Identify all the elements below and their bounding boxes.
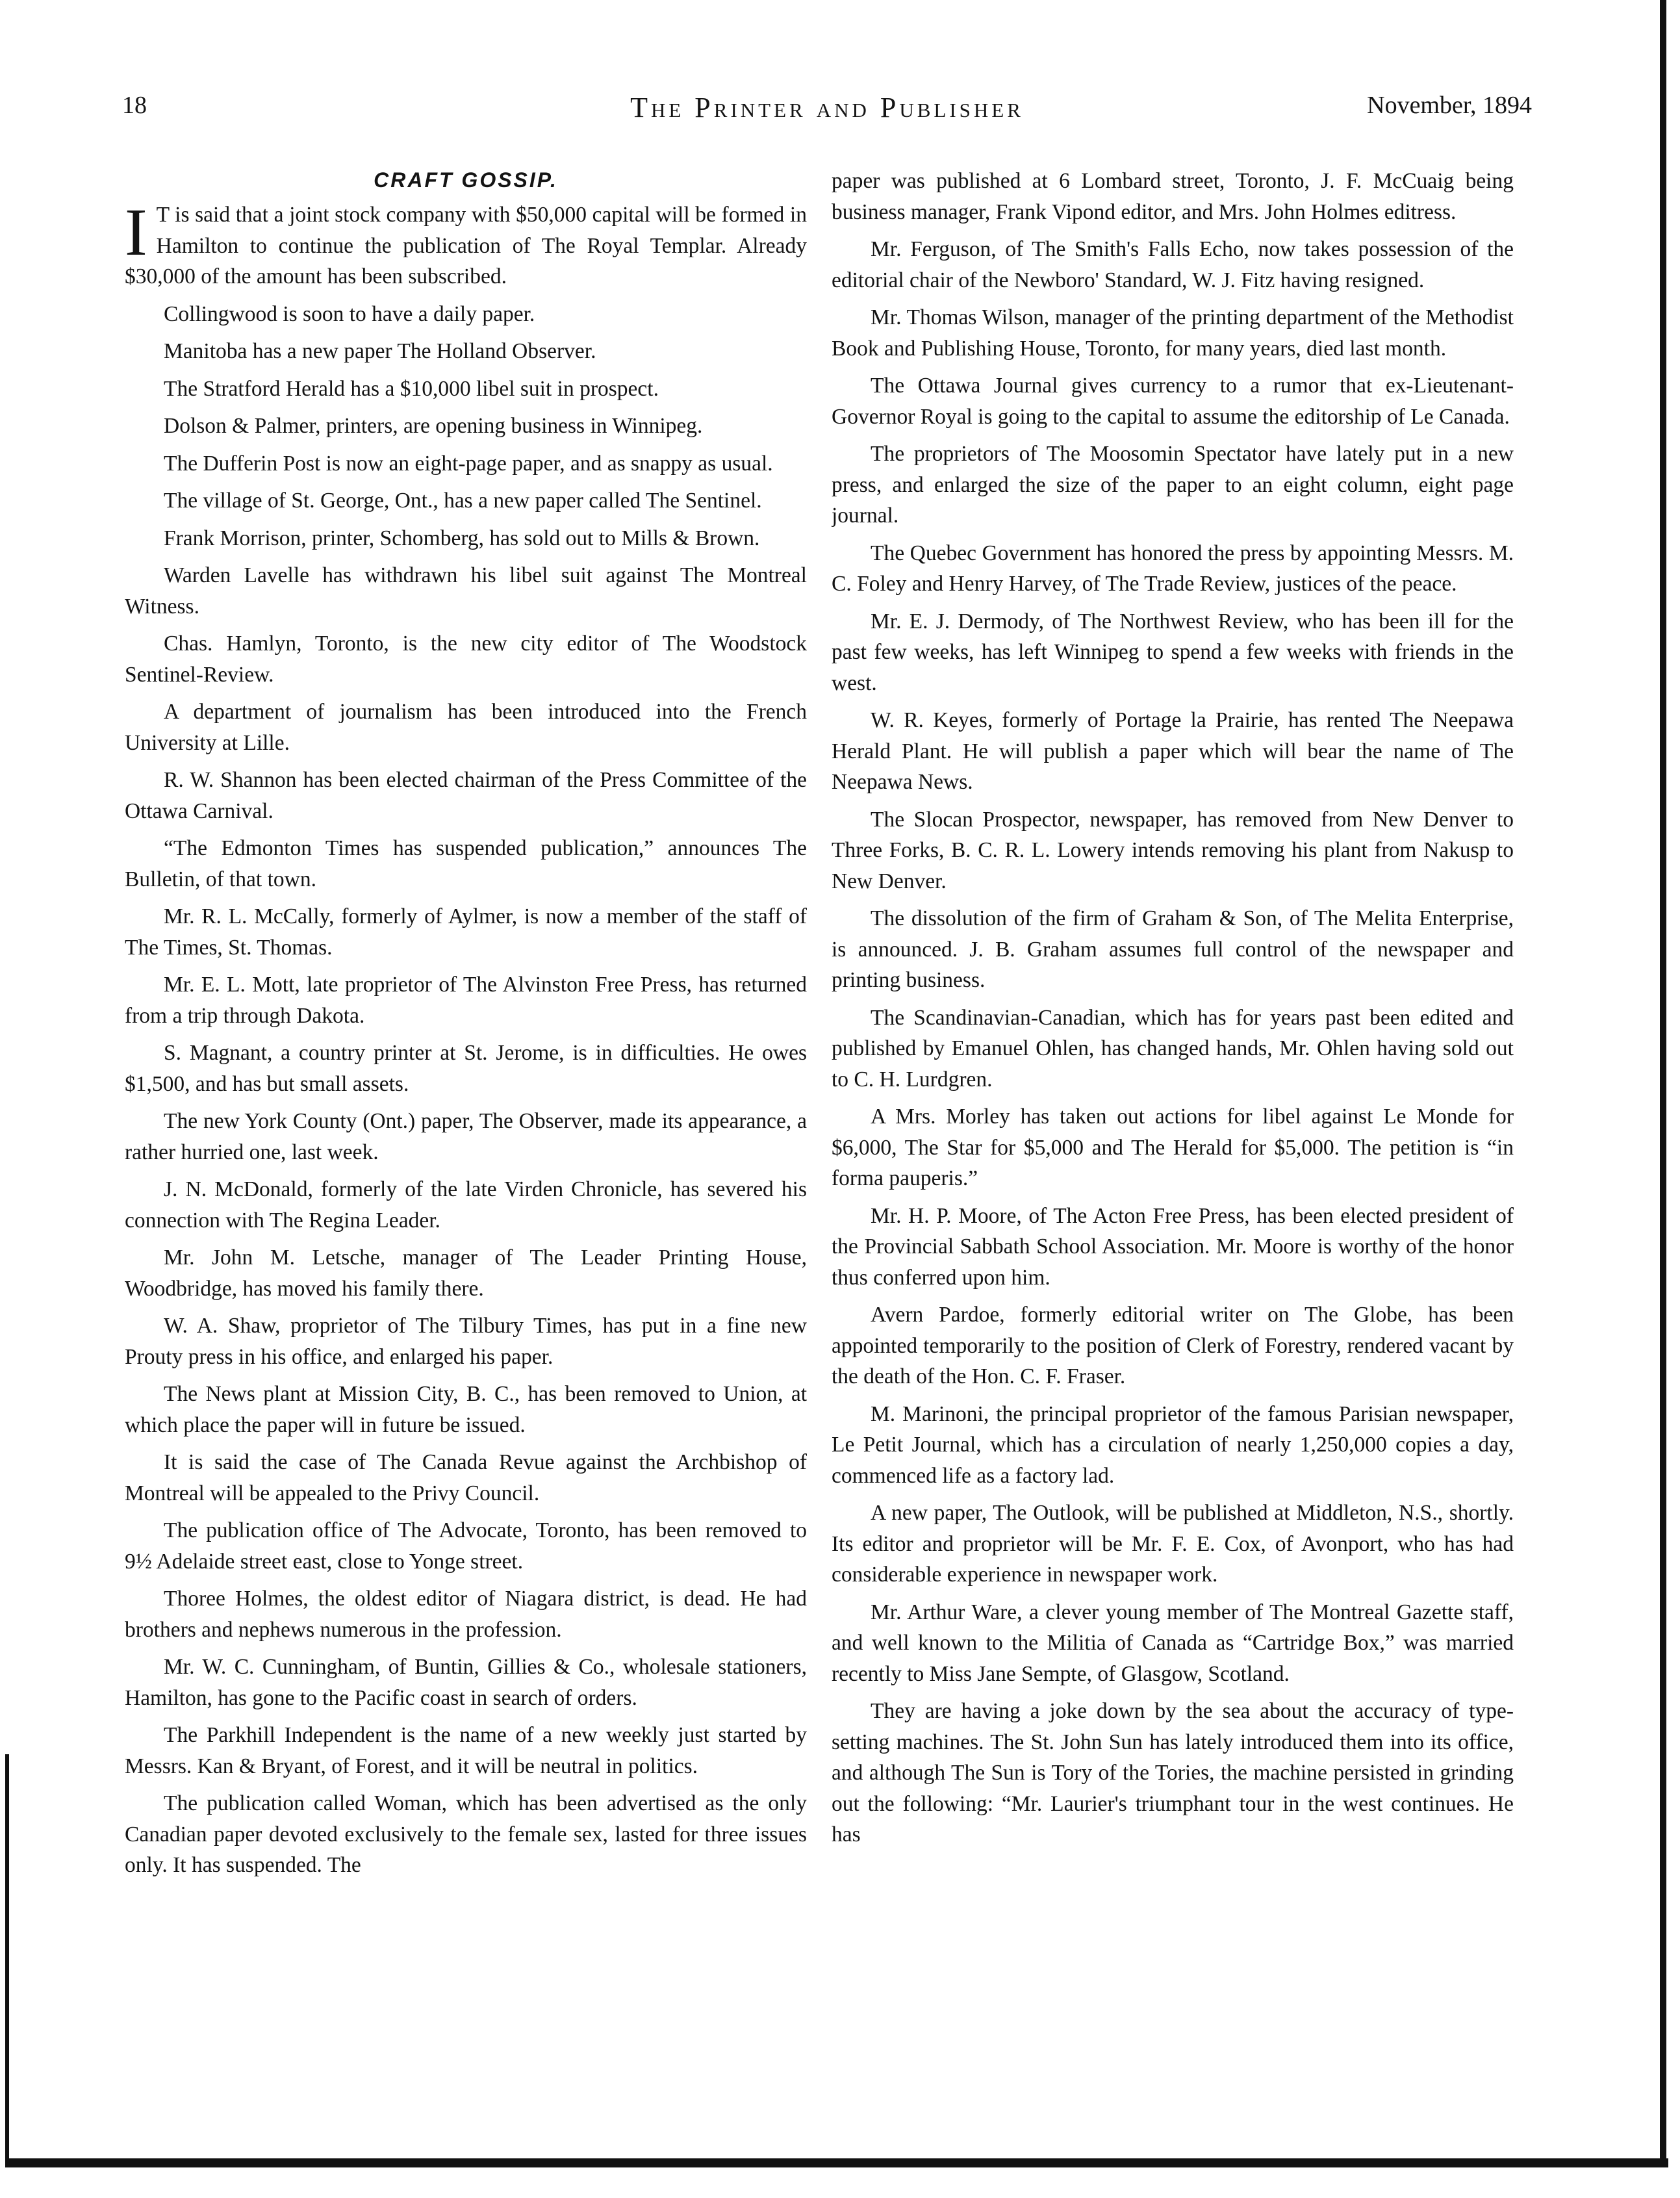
news-item: “The Edmonton Times has suspended publication,” announces The Bulletin, of that town. xyxy=(125,836,807,891)
drop-cap: I xyxy=(125,195,147,270)
news-item: Mr. John M. Letsche, manager of The Leader Printing House, Woodbridge, has moved his family there. xyxy=(125,1246,807,1301)
section-title: CRAFT GOSSIP. xyxy=(374,168,558,192)
running-head xyxy=(122,91,1532,130)
news-item: They are having a joke down by the sea about the accuracy of type-setting machines. The St. John Sun has lately introduced them into its office, and although The Sun is Tory of the Tories, the machine persisted in grinding out the following: “Mr. Laurier's triumphant tour in the west continues. He has xyxy=(832,1699,1514,1847)
news-item: The new York County (Ont.) paper, The Observer, made its appearance, a rather hurried one, last week. xyxy=(125,1109,807,1164)
page-edge-left xyxy=(5,1754,9,2164)
news-item: W. R. Keyes, formerly of Portage la Prairie, has rented The Neepawa Herald Plant. He will publish a paper which will bear the name of The Neepawa News. xyxy=(832,708,1514,794)
news-item: Dolson & Palmer, printers, are opening business in Winnipeg. xyxy=(164,414,703,438)
news-item: The Slocan Prospector, newspaper, has removed from New Denver to Three Forks, B. C. R. L. Lowery intends removing his plant from Nakusp to New Denver. xyxy=(832,807,1514,893)
news-item: J. N. McDonald, formerly of the late Virden Chronicle, has severed his connection with The Regina Leader. xyxy=(125,1177,807,1233)
news-item: A Mrs. Morley has taken out actions for libel against Le Monde for $6,000, The Star for $5,000 and The Herald for $5,000. The petition is “in forma pauperis.” xyxy=(832,1105,1514,1190)
news-item: S. Magnant, a country printer at St. Jerome, is in difficulties. He owes $1,500, and has but small assets. xyxy=(125,1041,807,1096)
news-item: Mr. Thomas Wilson, manager of the printing department of the Methodist Book and Publishing House, Toronto, for many years, died last month. xyxy=(832,305,1514,361)
news-item: It is said the case of The Canada Revue against the Archbishop of Montreal will be appealed to the Privy Council. xyxy=(125,1450,807,1505)
news-item: The Quebec Government has honored the press by appointing Messrs. M. C. Foley and Henry Harvey, of The Trade Review, justices of the peace. xyxy=(832,541,1514,596)
continued-paragraph: paper was published at 6 Lombard street, Toronto, J. F. McCuaig being business manager, Frank Vipond editor, and Mrs. John Holmes editress. xyxy=(832,169,1514,224)
news-item: Mr. Ferguson, of The Smith's Falls Echo, now takes possession of the editorial chair of the Newboro' Standard, W. J. Fitz having resigned. xyxy=(832,237,1514,292)
news-item: The village of St. George, Ont., has a new paper called The Sentinel. xyxy=(164,489,762,513)
news-item: Mr. R. L. McCally, formerly of Aylmer, is now a member of the staff of The Times, St. Thomas. xyxy=(125,904,807,960)
news-item: The Parkhill Independent is the name of a new weekly just started by Messrs. Kan & Bryant, of Forest, and it will be neutral in politics. xyxy=(125,1723,807,1778)
left-column xyxy=(125,166,807,2069)
news-item: The dissolution of the firm of Graham & Son, of The Melita Enterprise, is announced. J. B. Graham assumes full control of the newspaper and printing business. xyxy=(832,906,1514,992)
news-item: Thoree Holmes, the oldest editor of Niagara district, is dead. He had brothers and nephews numerous in the profession. xyxy=(125,1587,807,1642)
page-edge-right xyxy=(1660,0,1666,2164)
page-number: 18 xyxy=(122,92,147,119)
news-item: Mr. Arthur Ware, a clever young member of The Montreal Gazette staff, and well known to the Militia of Canada as “Cartridge Box,” was married recently to Miss Jane Sempte, of Glasgow, Scotland. xyxy=(832,1600,1514,1686)
news-item: Collingwood is soon to have a daily paper. xyxy=(164,301,535,326)
journal-title: The Printer and Publisher xyxy=(630,92,1024,123)
news-item: M. Marinoni, the principal proprietor of the famous Parisian newspaper, Le Petit Journal, which has a circulation of nearly 1,250,000 copies a day, commenced life as a factory lad. xyxy=(832,1401,1514,1488)
news-item: W. A. Shaw, proprietor of The Tilbury Times, has put in a fine new Prouty press in his office, and enlarged his paper. xyxy=(125,1314,807,1369)
news-item: Mr. E. L. Mott, late proprietor of The Alvinston Free Press, has returned from a trip through Dakota. xyxy=(125,973,807,1028)
news-item: Avern Pardoe, formerly editorial writer on The Globe, has been appointed temporarily to the position of Clerk of Forestry, rendered vacant by the death of the Hon. C. F. Fraser. xyxy=(832,1303,1514,1388)
news-item: The proprietors of The Moosomin Spectator have lately put in a new press, and enlarged the size of the paper to an eight column, eight page journal. xyxy=(832,442,1514,528)
news-item: The publication called Woman, which has been advertised as the only Canadian paper devoted exclusively to the female sex, lasted for three issues only. It has suspended. The xyxy=(125,1791,807,1877)
news-item: A department of journalism has been introduced into the French University at Lille. xyxy=(125,700,807,755)
news-item: Mr. W. C. Cunningham, of Buntin, Gillies & Co., wholesale stationers, Hamilton, has gone to the Pacific coast in search of orders. xyxy=(125,1655,807,1710)
news-item: The Dufferin Post is now an eight-page paper, and as snappy as usual. xyxy=(164,451,773,476)
news-item: The Stratford Herald has a $10,000 libel suit in prospect. xyxy=(164,376,659,401)
news-item: A new paper, The Outlook, will be published at Middleton, N.S., shortly. Its editor and proprietor will be Mr. F. E. Cox, of Avonport, who has had considerable experience in newspaper work. xyxy=(832,1501,1514,1587)
news-item: The News plant at Mission City, B. C., has been removed to Union, at which place the paper will in future be issued. xyxy=(125,1382,807,1437)
news-item: Mr. E. J. Dermody, of The Northwest Review, who has been ill for the past few weeks, has left Winnipeg to spend a few weeks with friends in the west. xyxy=(832,609,1514,695)
right-column xyxy=(832,166,1514,2069)
opening-paragraph xyxy=(125,195,807,292)
news-item: The Ottawa Journal gives currency to a rumor that ex-Lieutenant-Governor Royal is going to the capital to assume the editorship of Le Canada. xyxy=(832,374,1514,429)
news-item: The publication office of The Advocate, Toronto, has been removed to 9½ Adelaide street east, close to Yonge street. xyxy=(125,1518,807,1574)
news-item: The Scandinavian-Canadian, which has for years past been edited and published by Emanuel Ohlen, has changed hands, Mr. Ohlen having sold out to C. H. Lurdgren. xyxy=(832,1005,1514,1092)
news-item: Frank Morrison, printer, Schomberg, has sold out to Mills & Brown. xyxy=(164,526,760,550)
issue-date: November, 1894 xyxy=(1367,92,1532,119)
page-edge-bottom xyxy=(5,2158,1668,2167)
news-item: Warden Lavelle has withdrawn his libel suit against The Montreal Witness. xyxy=(125,563,807,619)
news-item: Manitoba has a new paper The Holland Observer. xyxy=(164,339,596,363)
news-item: R. W. Shannon has been elected chairman of the Press Committee of the Ottawa Carnival. xyxy=(125,768,807,823)
opening-paragraph-text: T is said that a joint stock company with $50,000 capital will be formed in Hamilton to continue the publication of The Royal Templar. Already $30,000 of the amount has been subscribed. xyxy=(125,203,807,288)
news-item: Mr. H. P. Moore, of The Acton Free Press, has been elected president of the Provincial Sabbath School Association. Mr. Moore is worthy of the honor thus conferred upon him. xyxy=(832,1203,1514,1290)
news-item: Chas. Hamlyn, Toronto, is the new city editor of The Woodstock Sentinel-Review. xyxy=(125,632,807,687)
